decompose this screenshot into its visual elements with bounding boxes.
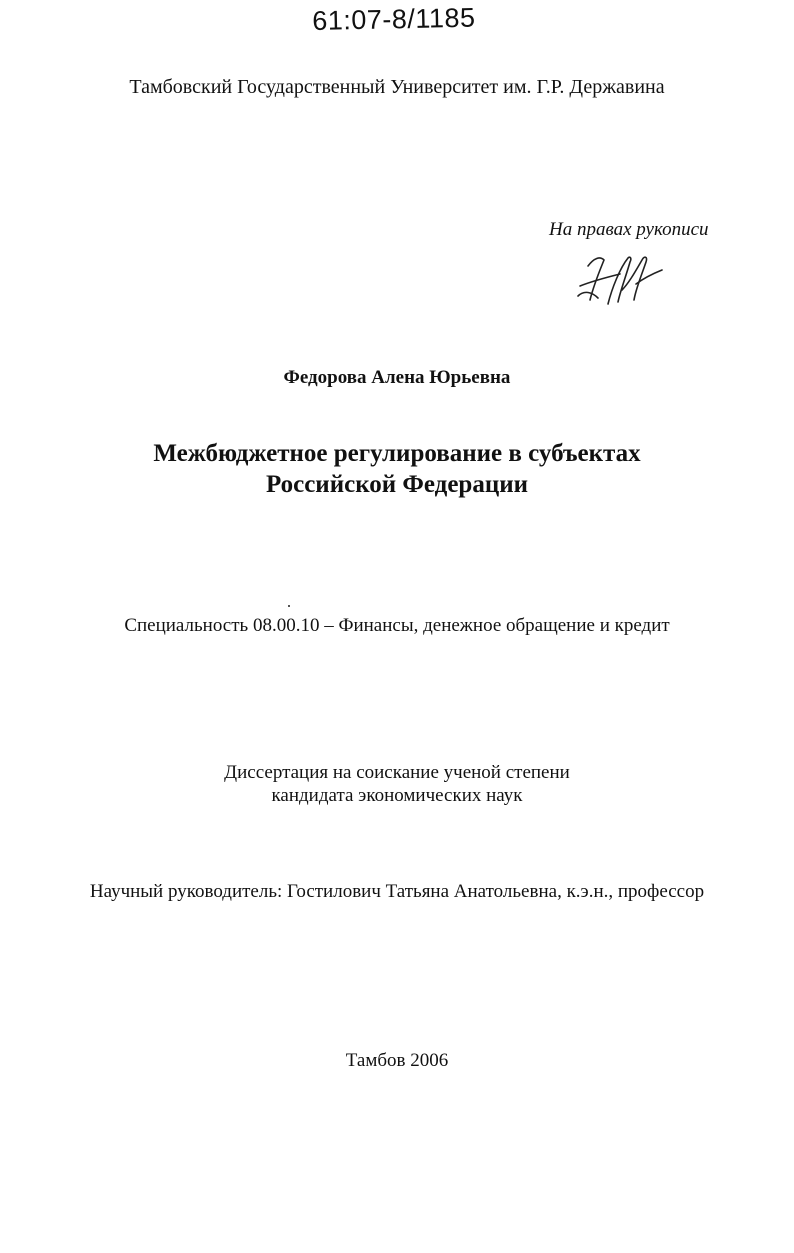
specialty-line: Специальность 08.00.10 – Финансы, денежное обращение и кредит — [124, 615, 670, 636]
degree-statement — [0, 761, 794, 807]
city-year: Тамбов 2006 — [345, 1050, 449, 1071]
author-name: Федорова Алена Юрьевна — [283, 367, 511, 388]
scan-speck — [288, 605, 290, 607]
degree-line-1: Диссертация на соискание ученой степени — [224, 762, 570, 783]
manuscript-note: На правах рукописи — [549, 219, 709, 240]
supervisor-line: Научный руководитель: Гостилович Татьяна Анатольевна, к.э.н., профессор — [89, 881, 705, 902]
title-line-2: Российской Федерации — [265, 471, 529, 498]
handwritten-signature-icon — [570, 244, 670, 310]
title-line-1: Межбюджетное регулирование в субъектах — [153, 440, 641, 467]
university-name: Тамбовский Государственный Университет им. Г.Р. Державина — [129, 76, 665, 98]
dissertation-title — [0, 438, 794, 500]
catalog-number: 61:07-8/1185 — [312, 2, 476, 36]
degree-line-2: кандидата экономических наук — [271, 785, 523, 806]
